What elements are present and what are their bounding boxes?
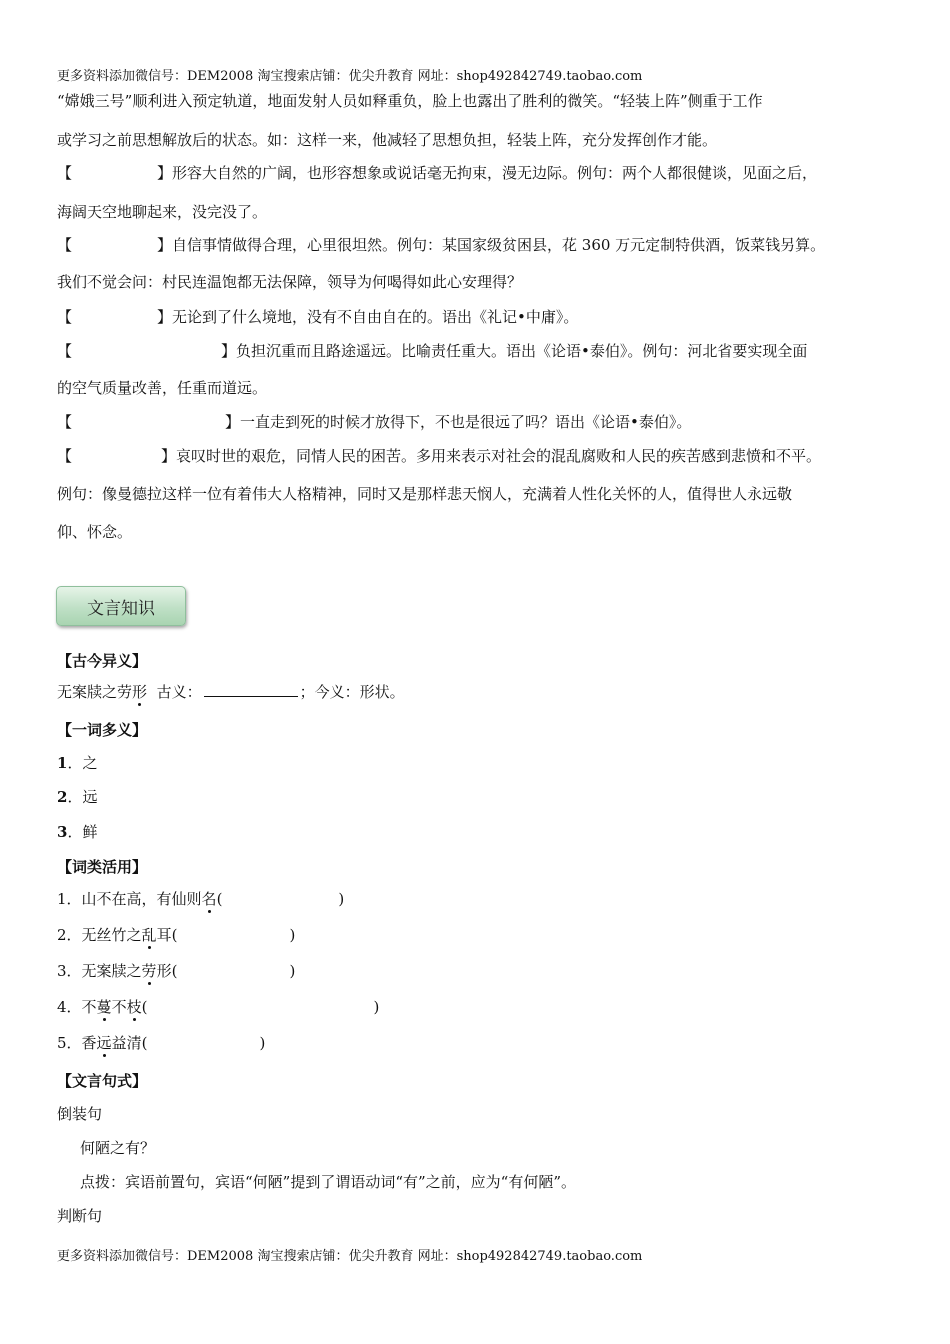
blank-bracket-close: 】	[157, 308, 173, 326]
blank-bracket-open: 【	[57, 236, 73, 254]
idiom-item	[57, 163, 817, 183]
item-text: ．远	[67, 788, 98, 806]
gujin-phrase: 无案牍之劳	[57, 683, 133, 701]
item-text: 5．香	[57, 1034, 97, 1052]
item-text: ．之	[67, 754, 98, 772]
item-text: 1．山不在高，有仙则	[57, 890, 202, 908]
gujin-modern: ；今义：形状。	[299, 683, 405, 701]
dotted-char: 形	[132, 683, 148, 701]
answer-blank[interactable]	[204, 682, 298, 697]
item-text: 2．无丝竹之	[57, 926, 142, 944]
cilei-heading: 【词类活用】	[57, 858, 148, 876]
item-number: 2	[57, 788, 68, 806]
duoyi-item	[57, 822, 97, 842]
idiom-definition: 自信事情做得合理，心里很坦然。例句：某国家级贫困县，花 360 万元定制特供酒，饭菜钱另算。	[172, 236, 826, 254]
dotted-char: 蔓	[96, 998, 112, 1016]
item-number: 1	[57, 754, 68, 772]
duoyi-item	[57, 753, 97, 773]
dotted-char: 远	[96, 1034, 112, 1052]
paren-close: )	[289, 962, 296, 980]
dotted-char: 枝	[126, 998, 142, 1016]
item-text: 耳	[156, 926, 172, 944]
paren-close: )	[259, 1034, 266, 1052]
paren-open: (	[171, 962, 178, 980]
blank-bracket-open: 【	[57, 342, 73, 360]
jushi-heading: 【文言句式】	[57, 1072, 148, 1090]
gujin-heading: 【古今异义】	[57, 652, 148, 670]
paren-open: (	[141, 1034, 148, 1052]
dotted-char: 劳	[141, 962, 157, 980]
item-text: ．鲜	[67, 823, 98, 841]
item-text: 益清	[111, 1034, 142, 1052]
text-line: 的空气质量改善，任重而道远。	[57, 379, 268, 397]
idiom-item	[57, 235, 825, 255]
section-title-button: 文言知识	[56, 586, 186, 626]
paren-open: (	[141, 998, 148, 1016]
cilei-item	[57, 1033, 265, 1053]
item-text: 形	[156, 962, 172, 980]
cilei-item	[57, 889, 344, 909]
blank-bracket-close: 】	[157, 236, 173, 254]
item-number: 3	[57, 823, 68, 841]
idiom-item	[57, 307, 578, 327]
dotted-char: 乱	[141, 926, 157, 944]
text-line: 我们不觉会问：村民连温饱都无法保障，领导为何喝得如此心安理得？	[57, 273, 523, 291]
blank-bracket-open: 【	[57, 308, 73, 326]
jushi-example: 何陋之有？	[80, 1139, 156, 1157]
blank-bracket-close: 】	[161, 447, 177, 465]
blank-bracket-open: 【	[57, 447, 73, 465]
cilei-item	[57, 925, 295, 945]
text-line: 仰、怀念。	[57, 523, 133, 541]
cilei-item	[57, 961, 295, 981]
cilei-item	[57, 997, 379, 1017]
blank-bracket-close: 】	[225, 413, 241, 431]
item-text: 不	[111, 998, 127, 1016]
duoyi-heading: 【一词多义】	[57, 721, 148, 739]
page-header: 更多资料添加微信号：DEM2008 淘宝搜索店铺：优尖升教育 网址：shop492842749.taobao.com	[57, 69, 643, 84]
paren-close: )	[338, 890, 345, 908]
idiom-definition: 形容大自然的广阔，也形容想象或说话毫无拘束，漫无边际。例句：两个人都很健谈，见面之后，	[172, 164, 818, 182]
text-line: 例句：像曼德拉这样一位有着伟大人格精神，同时又是那样悲天悯人，充满着人性化关怀的人，值得世人永远敬	[57, 485, 793, 503]
idiom-definition: 无论到了什么境地，没有不自由自在的。语出《礼记•中庸》。	[172, 308, 579, 326]
paren-close: )	[289, 926, 296, 944]
blank-bracket-close: 】	[221, 342, 237, 360]
idiom-definition: 负担沉重而且路途遥远。比喻责任重大。语出《论语•泰伯》。例句：河北省要实现全面	[236, 342, 808, 360]
paren-open: (	[216, 890, 223, 908]
item-text: 4．不	[57, 998, 97, 1016]
blank-bracket-open: 【	[57, 413, 73, 431]
duoyi-item	[57, 787, 97, 807]
paren-close: )	[373, 998, 380, 1016]
text-line: “嫦娥三号”顺利进入预定轨道，地面发射人员如释重负，脸上也露出了胜利的微笑。“轻装上阵”侧重于工作	[57, 92, 763, 110]
jushi-type: 倒装句	[57, 1105, 103, 1123]
idiom-definition: 一直走到死的时候才放得下，不也是很远了吗？语出《论语•泰伯》。	[240, 413, 692, 431]
jushi-type: 判断句	[57, 1207, 103, 1225]
blank-bracket-open: 【	[57, 164, 73, 182]
idiom-definition: 哀叹时世的艰危，同情人民的困苦。多用来表示对社会的混乱腐败和人民的疾苦感到悲愤和不平。	[176, 447, 822, 465]
dotted-char: 名	[201, 890, 217, 908]
item-text: 3．无案牍之	[57, 962, 142, 980]
blank-bracket-close: 】	[157, 164, 173, 182]
idiom-item	[57, 412, 691, 432]
page-footer: 更多资料添加微信号：DEM2008 淘宝搜索店铺：优尖升教育 网址：shop492842749.taobao.com	[57, 1249, 643, 1264]
text-line: 海阔天空地聊起来，没完没了。	[57, 203, 268, 221]
idiom-item	[57, 341, 807, 361]
gujin-line	[57, 682, 405, 702]
idiom-item	[57, 446, 821, 466]
paren-open: (	[171, 926, 178, 944]
gujin-label: 古义：	[147, 683, 202, 701]
jushi-note: 点拨：宾语前置句，宾语“何陋”提到了谓语动词“有”之前，应为“有何陋”。	[80, 1173, 577, 1191]
text-line: 或学习之前思想解放后的状态。如：这样一来，他减轻了思想负担，轻装上阵，充分发挥创作才能。	[57, 131, 718, 149]
